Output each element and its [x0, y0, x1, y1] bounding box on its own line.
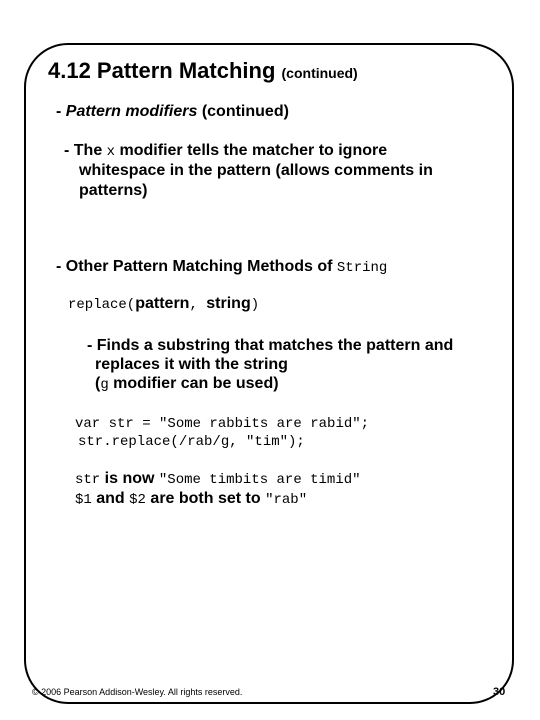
pattern-modifiers-heading: - Pattern modifiers (continued)	[56, 103, 289, 120]
x-modifier-line-1: - The x modifier tells the matcher to ignore	[64, 142, 388, 160]
page-number: 30	[493, 686, 506, 698]
other-methods-heading: - Other Pattern Matching Methods of String	[56, 258, 388, 276]
x-modifier-line-2: whitespace in the pattern (allows comments in	[79, 162, 433, 179]
code-line-1: var str = "Some rabbits are rabid";	[75, 416, 370, 432]
result-line-1: str is now "Some timbits are timid"	[75, 470, 361, 488]
copyright-footer: © 2006 Pearson Addison-Wesley. All rights reserved.	[32, 687, 243, 697]
replace-desc-line-2: replaces it with the string	[95, 356, 288, 373]
replace-desc-line-1: - Finds a substring that matches the pattern and	[87, 337, 454, 354]
slide-title: 4.12 Pattern Matching (continued)	[48, 58, 358, 83]
result-line-2: $1 and $2 are both set to "rab"	[75, 490, 308, 508]
replace-desc-line-3: (g modifier can be used)	[95, 375, 279, 393]
x-modifier-line-3: patterns)	[79, 182, 148, 199]
code-line-2: str.replace(/rab/g, "tim");	[78, 434, 305, 450]
replace-signature: replace(pattern, string)	[68, 295, 260, 313]
